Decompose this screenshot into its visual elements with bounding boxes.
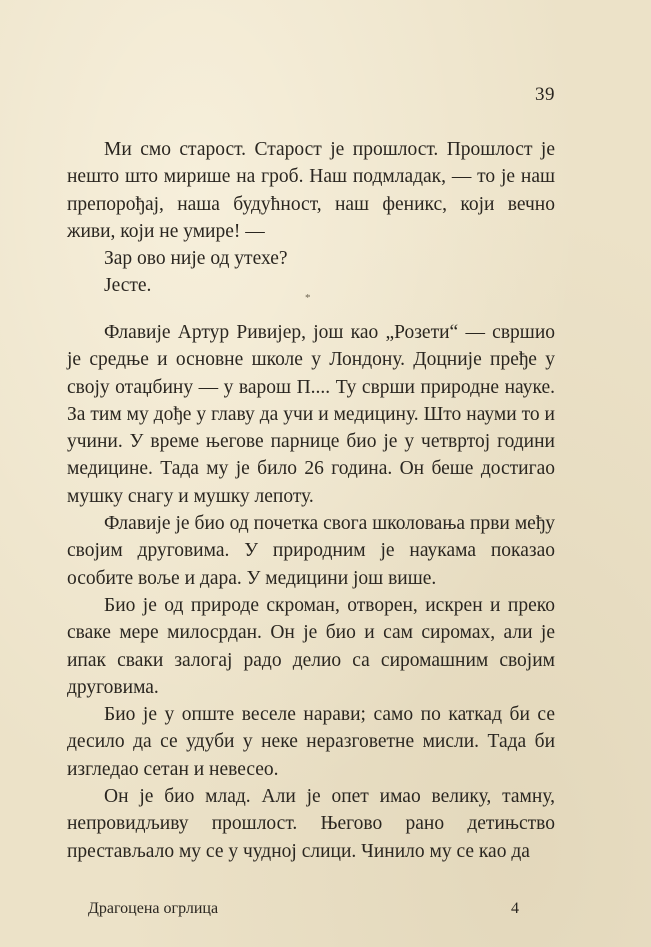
paragraph: Био је у опште веселе нарави; само по каткад би се десило да се удуби у неке неразговетне мисли. Тада би изгледао сетан и невесео. xyxy=(67,704,555,780)
paragraph: Он је био млад. Али је опет имао велику, тамну, непровидљиву прошлост. Његово рано детињство престављало му се у чудној слици. Чинило му се као да xyxy=(67,786,555,862)
section-separator: * xyxy=(305,292,311,304)
page-number: 39 xyxy=(535,84,555,105)
text-block-2 xyxy=(67,319,555,865)
paragraph: Био је од природе скроман, отворен, искрен и преко сваке мере милосрдан. Он је био и сам сиромах, али је ипак сваки залогај радо делио са сиромашним својим друговима. xyxy=(67,594,555,698)
text-block-1 xyxy=(67,136,555,300)
footer-signature-mark: 4 xyxy=(511,900,519,917)
paragraph: Јесте. xyxy=(104,275,152,297)
paragraph: Зар ово није од утехе? xyxy=(104,248,288,270)
paragraph: Флавије Артур Ривијер, још као „Розети“ — свршио је средње и основне школе у Лондону. Доцније пређе у своју отаџбину — у варош П.... Ту сврши природне науке. За тим му дође у главу да учи и медицину. Што науми то и учини. У време његове парнице био је у четвртој години медицине. Тада му је било 26 година. Он беше достигао мушку снагу и мушку лепоту. xyxy=(67,322,555,507)
paragraph: Флавије је био од почетка свога школовања први међу својим друговима. У природним је наукама показао особите воље и дара. У медицини још више. xyxy=(67,513,555,589)
footer-book-title: Драгоцена огрлица xyxy=(88,900,219,917)
paragraph: Ми смо старост. Старост је прошлост. Прошлост је нешто што мирише на гроб. Наш подмладак, — то је наш препорођај, наша будућност, наш феникс, који вечно живи, који не умире! — xyxy=(67,139,555,242)
